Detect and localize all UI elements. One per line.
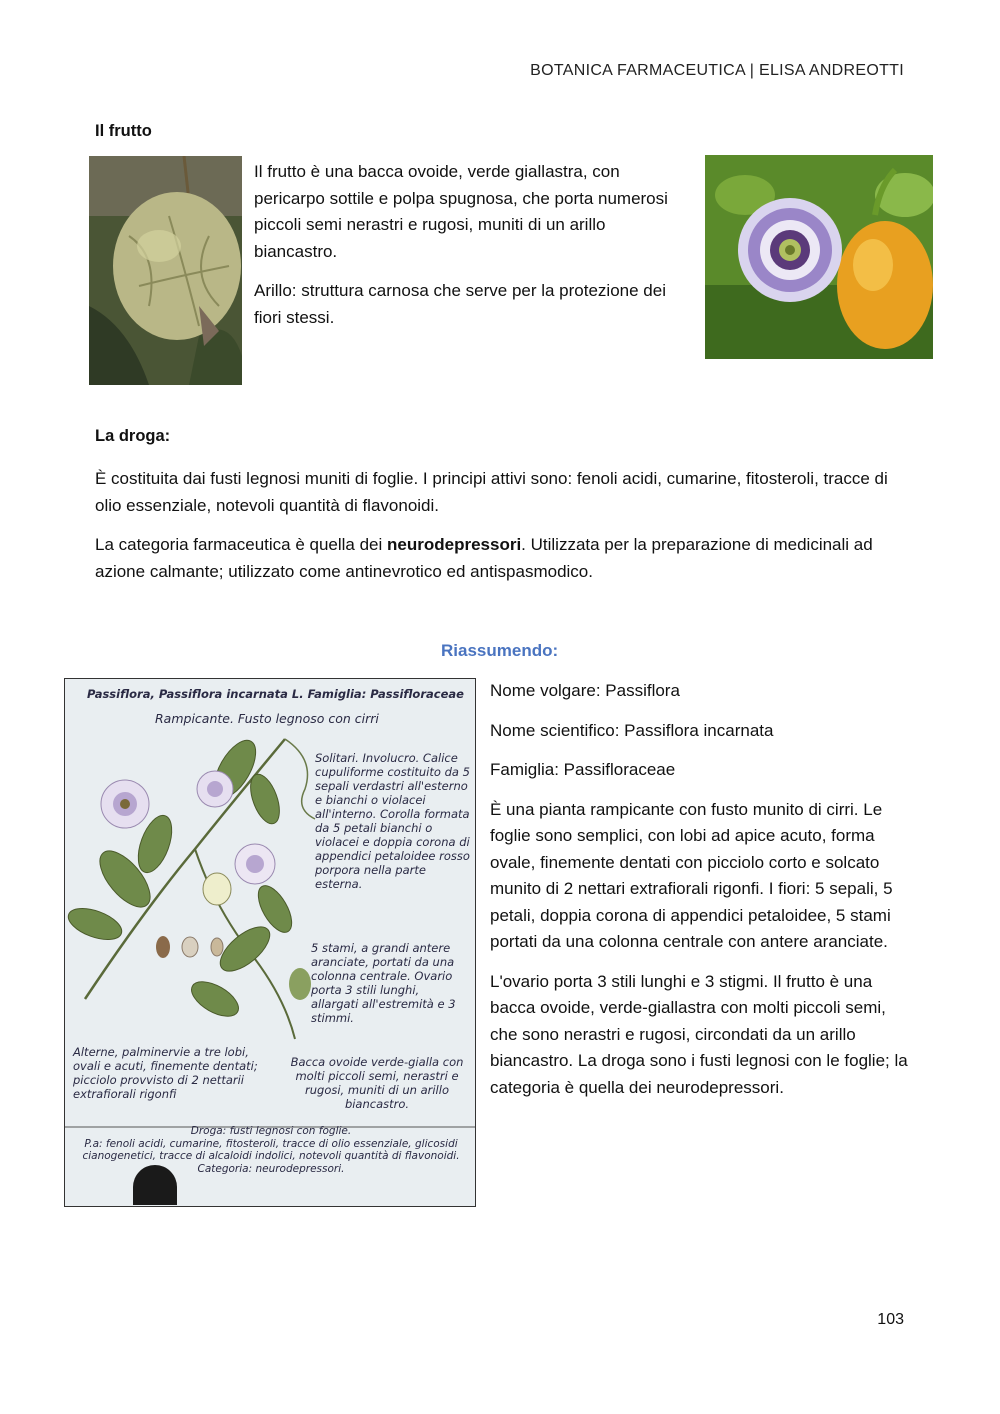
summary-scientific-name: Nome scientifico: Passiflora incarnata <box>490 720 774 740</box>
section-heading-frutto: Il frutto <box>95 122 152 140</box>
poster-subtitle: Rampicante. Fusto legnoso con cirri <box>155 711 379 726</box>
poster-actives-line: P.a: fenoli acidi, cumarine, fitosteroli, tracce di olio essenziale, glicosidi cianogenetici, tracce di alcaloidi indolici, notevoli quantità di flavonoidi. <box>82 1137 460 1162</box>
summary-text <box>490 678 908 1114</box>
poster-stamens-note: 5 stami, a grandi antere aranciate, portati da una colonna centrale. Ovario porta 3 stili lunghi, allargati all'estremità e 3 stimmi. <box>311 941 456 1025</box>
summary-family: Famiglia: Passifloraceae <box>490 760 676 779</box>
poster-flower-note: Solitari. Involucro. Calice cupuliforme costituito da 5 sepali verdastri all'esterno e bianchi o violacei all'interno. Corolla formata da 5 petali bianchi o violacei e doppia corona di appendici petaloidee rosso porpora nella parte esterna. <box>315 751 470 891</box>
poster-drug-block <box>71 1125 471 1175</box>
summary-heading: Riassumendo: <box>441 641 559 660</box>
frutto-paragraph-1: Il frutto è una bacca ovoide, verde giallastra, con pericarpo sottile e polpa spugnosa, che porta numerosi piccoli semi nerastri e rugosi, muniti di un arillo biancastro. <box>254 162 668 261</box>
summary-paragraph-1: È una pianta rampicante con fusto munito di cirri. Le foglie sono semplici, con lobi ad apice acuto, forma ovale, finemente dentati con picciolo corto e solcato munito di 2 nettari extrafiorali rigonfi. I fiori: 5 sepali, 5 petali, doppia corona di appendici petaloidee, 5 stami portati da una colonna centrale con antere aranciate. <box>490 799 893 951</box>
frutto-paragraph-2: Arillo: struttura carnosa che serve per la protezione dei fiori stessi. <box>254 281 666 327</box>
poster-category-line: Categoria: neurodepressori. <box>197 1162 345 1175</box>
poster-drug-line: Droga: fusti legnosi con foglie. <box>190 1125 352 1137</box>
summary-poster <box>64 678 476 1207</box>
summary-paragraph-2: L'ovario porta 3 stili lunghi e 3 stigmi. Il frutto è una bacca ovoide, verde-giallastra con molti piccoli semi, che sono nerastri e rugosi, circondati da un arillo biancastro. La droga sono i fusti legnosi con le foglie; la categoria è quella dei neurodepressori. <box>490 971 908 1097</box>
droga-p2-bold: neurodepressori <box>387 535 522 554</box>
running-header: BOTANICA FARMACEUTICA | ELISA ANDREOTTI <box>530 62 904 79</box>
frutto-text <box>254 159 689 344</box>
droga-p2-start: La categoria farmaceutica è quella dei <box>95 535 388 554</box>
droga-paragraph-2 <box>95 532 915 585</box>
poster-leaves-note: Alterne, palminervie a tre lobi, ovali e acuti, finemente dentati; picciolo provvisto di 2 nettarii extrafiorali rigonfi <box>73 1045 258 1101</box>
droga-paragraph-1: È costituita dai fusti legnosi muniti di foglie. I principi attivi sono: fenoli acidi, cumarine, fitosteroli, tracce di olio essenziale, notevoli quantità di flavonoidi. <box>95 469 888 515</box>
fruit-photo <box>89 156 242 385</box>
poster-title: Passiflora, Passiflora incarnata L. Famiglia: Passifloraceae <box>87 687 464 701</box>
passionflower-photo <box>705 155 933 359</box>
poster-fruit-note: Bacca ovoide verde-gialla con molti piccoli semi, nerastri e rugosi, muniti di un arillo biancastro. <box>290 1055 464 1111</box>
summary-common-name: Nome volgare: Passiflora <box>490 681 680 700</box>
dark-object <box>133 1165 177 1205</box>
section-heading-droga: La droga: <box>95 427 171 445</box>
droga-p2-end: . Utilizzata per la preparazione di medicinali ad azione calmante; utilizzato come antinevrotico ed antispasmodico. <box>95 535 873 581</box>
droga-text <box>95 466 915 598</box>
page-number: 103 <box>877 1311 904 1328</box>
